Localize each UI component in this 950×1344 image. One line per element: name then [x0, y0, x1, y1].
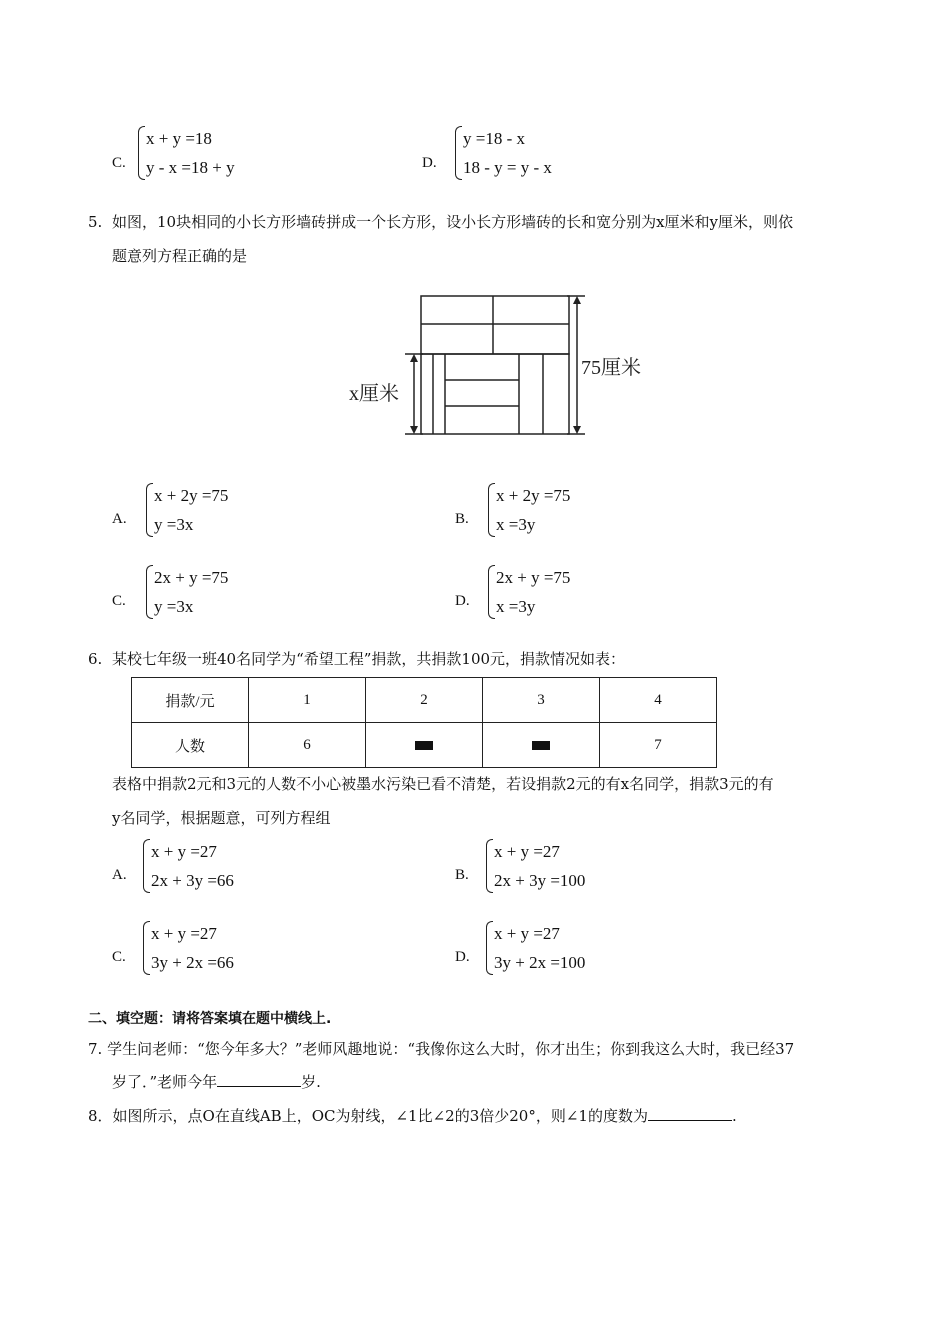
q8-answer-blank[interactable]: [648, 1106, 732, 1121]
q6-number: 6.: [88, 650, 103, 668]
q5-text-line1: 如图，10块相同的小长方形墙砖拼成一个长方形，设小长方形墙砖的长和宽分别为x厘米和y厘米，则依: [112, 213, 794, 231]
equation: x + y =27: [494, 842, 560, 861]
brace: [146, 483, 153, 537]
table-cell: 3: [483, 678, 600, 723]
q4-option-d-label: D.: [422, 155, 437, 171]
table-row: [132, 723, 717, 768]
donation-table: [131, 677, 717, 768]
equation: 2x + y =75: [496, 568, 571, 587]
ink-blot: [532, 741, 550, 750]
75-dimension-label: 75厘米: [581, 357, 641, 379]
equation: x + 2y =75: [154, 486, 229, 505]
equation: y =18 - x: [463, 129, 525, 148]
q5-option-a-label: A.: [112, 511, 127, 527]
q6-after-line1: 表格中捐款2元和3元的人数不小心被墨水污染已看不清楚，若设捐款2元的有x名同学，捐款3元的有: [112, 775, 774, 793]
equation: x + y =27: [494, 924, 560, 943]
equation: 3y + 2x =100: [494, 953, 586, 972]
table-cell: 1: [249, 678, 366, 723]
q7-line1: 7. 学生问老师：“您今年多大？”老师风趣地说：“我像你这么大时，你才出生；你到我这么大时，我已经37: [88, 1040, 795, 1058]
x-dimension-label: x厘米: [349, 383, 399, 405]
arrowhead: [410, 354, 418, 362]
q6-option-c-system: [143, 919, 234, 977]
q5-option-b-label: B.: [455, 511, 469, 527]
q6-after-line2: y名同学，根据题意，可列方程组: [112, 809, 331, 827]
q4-option-c-label: C.: [112, 155, 126, 171]
q5-number: 5.: [88, 213, 103, 231]
ink-blot: [415, 741, 433, 750]
q4-option-d-system: [455, 124, 552, 182]
brick-outline: [421, 354, 569, 434]
equation: x + y =27: [151, 842, 217, 861]
equation: x =3y: [496, 515, 536, 534]
q5-option-d-label: D.: [455, 593, 470, 609]
q6-option-a-label: A.: [112, 867, 127, 883]
q6-option-d-label: D.: [455, 949, 470, 965]
table-cell: 捐款/元: [132, 678, 249, 723]
equation: x =3y: [496, 597, 536, 616]
q6-option-a-system: [143, 837, 234, 895]
brace: [138, 126, 145, 180]
table-cell: 7: [600, 723, 717, 768]
q8-post: .: [731, 1107, 737, 1125]
equation: 2x + 3y =66: [151, 871, 234, 890]
arrowhead: [573, 296, 581, 304]
table-cell-ink: [366, 723, 483, 768]
q6-option-b-system: [486, 837, 585, 895]
equation: x + y =18: [146, 129, 212, 148]
q6-option-c-label: C.: [112, 949, 126, 965]
equation: y - x =18 + y: [146, 158, 235, 177]
arrowhead: [573, 426, 581, 434]
equation: 2x + y =75: [154, 568, 229, 587]
equation: 2x + 3y =100: [494, 871, 586, 890]
brace: [455, 126, 462, 180]
equation: y =3x: [154, 597, 194, 616]
brace: [146, 565, 153, 619]
equation: x + 2y =75: [496, 486, 571, 505]
brace: [143, 839, 150, 893]
q7-answer-blank[interactable]: [217, 1072, 301, 1087]
equation: x + y =27: [151, 924, 217, 943]
q5-text-line2: 题意列方程正确的是: [112, 247, 248, 265]
q5-option-d-system: [488, 563, 570, 621]
q6-text: 某校七年级一班40名同学为“希望工程”捐款，共捐款100元，捐款情况如表：: [112, 650, 626, 668]
q8-text: 8．如图所示，点O在直线AB上，OC为射线，∠1比∠2的3倍少20°，则∠1的度数为: [88, 1107, 648, 1125]
q7-line2: [112, 1072, 321, 1092]
equation: 3y + 2x =66: [151, 953, 234, 972]
equation: 18 - y = y - x: [463, 158, 552, 177]
arrowhead: [410, 426, 418, 434]
brace: [488, 483, 495, 537]
brace: [488, 565, 495, 619]
q5-option-a-system: [146, 481, 228, 539]
equation: y =3x: [154, 515, 194, 534]
q5-brick-figure: [345, 288, 665, 450]
q6-option-d-system: [486, 919, 585, 977]
section-2-title: 二、填空题：请将答案填在题中横线上.: [88, 1011, 332, 1027]
table-cell: 2: [366, 678, 483, 723]
brace: [486, 839, 493, 893]
q4-option-c-system: [138, 124, 235, 182]
brace: [486, 921, 493, 975]
table-cell: 6: [249, 723, 366, 768]
q7-line2-pre: 岁了．”老师今年: [112, 1073, 218, 1091]
table-cell-ink: [483, 723, 600, 768]
table-row: [132, 678, 717, 723]
table-cell: 人数: [132, 723, 249, 768]
q8-line: [88, 1106, 737, 1126]
q5-option-c-label: C.: [112, 593, 126, 609]
q5-option-b-system: [488, 481, 570, 539]
brick-outline: [421, 296, 569, 354]
q5-option-c-system: [146, 563, 228, 621]
q7-line2-post: 岁.: [301, 1073, 321, 1091]
brace: [143, 921, 150, 975]
q6-option-b-label: B.: [455, 867, 469, 883]
table-cell: 4: [600, 678, 717, 723]
